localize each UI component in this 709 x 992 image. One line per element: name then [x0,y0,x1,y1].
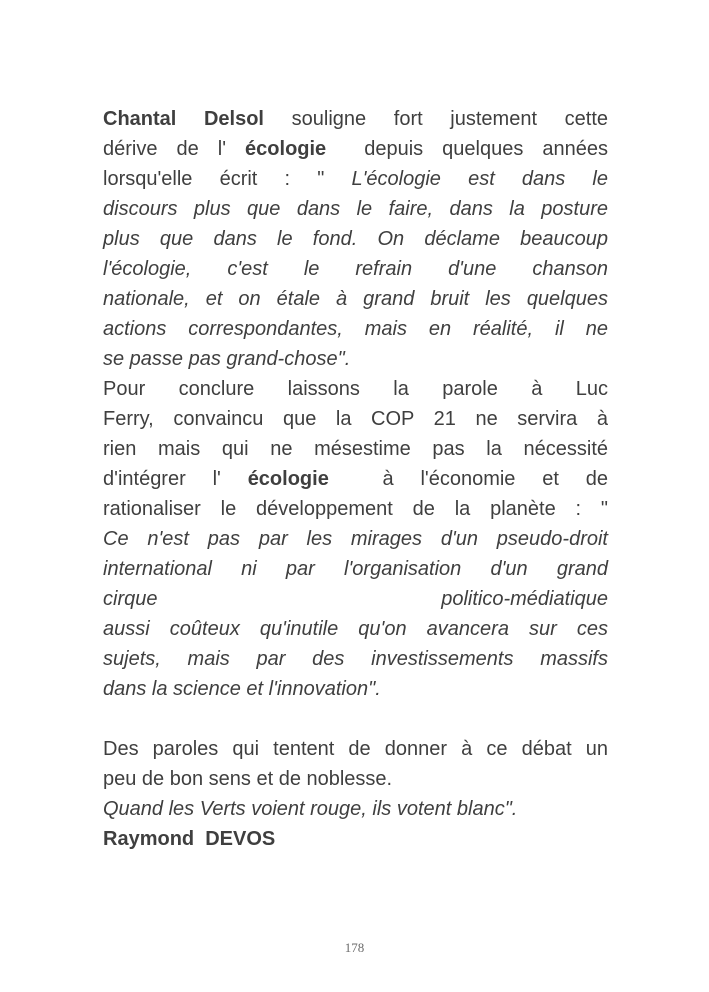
text-segment-italic: Ce n'est pas par les mirages d'un pseudo-droit [103,528,608,550]
text-line [103,464,608,494]
text-line [103,644,608,674]
text-segment-bold: Chantal Delsol [103,108,264,130]
text-segment-italic: discours plus que dans le faire, dans la posture [103,198,608,220]
text-line [103,524,608,554]
text-segment-bold: écologie [247,468,329,490]
text-segment-normal: d'intégrer l' [103,468,248,490]
text-segment-italic: l'écologie, c'est le refrain d'une chanson [103,258,608,280]
text-line [103,284,608,314]
text-segment-italic: L'écologie est dans le [351,168,609,190]
text-segment-normal: souligne fort justement cette [264,108,608,130]
text-line [103,254,608,284]
text-segment-italic: international ni par l'organisation d'un grand [103,558,608,580]
text-line [103,104,608,134]
text-line [103,764,608,794]
text-segment-normal: rien mais qui ne mésestime pas la nécessité [103,438,608,460]
text-line [103,404,608,434]
text-segment-normal: rationaliser le développement de la planète : " [103,498,608,520]
text-segment-normal: depuis quelques années [326,138,608,160]
text-line [103,374,608,404]
text-segment-bold: Raymond DEVOS [103,828,276,850]
text-segment-italic: dans la science et l'innovation". [103,678,381,700]
text-segment-normal: Pour conclure laissons la parole à Luc [103,378,608,400]
text-segment-normal: Ferry, convaincu que la COP 21 ne servira à [103,408,608,430]
text-segment-normal: peu de bon sens et de noblesse. [103,768,393,790]
text-line [103,674,608,704]
text-line [103,824,608,854]
text-line [103,554,608,584]
text-segment-italic: se passe pas grand-chose". [103,348,351,370]
text-line [103,494,608,524]
text-line [103,194,608,224]
text-line [103,344,608,374]
text-line [103,434,608,464]
text-line [103,584,608,614]
text-segment-bold: écologie [245,138,327,160]
text-line [103,224,608,254]
text-segment-italic: actions correspondantes, mais en réalité, il ne [103,318,608,340]
text-segment-italic: plus que dans le fond. On déclame beaucoup [103,228,608,250]
text-segment-normal: à l'économie et de [328,468,609,490]
text-line [103,794,608,824]
page-number: 178 [344,940,365,955]
text-segment-normal: dérive de l' [103,138,246,160]
blank-line [103,704,608,734]
document-text-block [103,104,608,854]
text-segment-italic: sujets, mais par des investissements massifs [103,648,608,670]
text-segment-italic: nationale, et on étale à grand bruit les quelques [103,288,608,310]
text-line [103,134,608,164]
text-line [103,734,608,764]
text-segment-italic: aussi coûteux qu'inutile qu'on avancera sur ces [103,618,608,640]
text-line [103,314,608,344]
text-segment-italic: cirque politico-médiatique [103,588,608,610]
text-segment-normal: Des paroles qui tentent de donner à ce débat un [103,738,608,760]
text-line [103,164,608,194]
text-segment-normal: lorsqu'elle écrit : " [103,168,352,190]
text-segment-italic: Quand les Verts voient rouge, ils votent blanc". [103,798,518,820]
text-line [103,614,608,644]
